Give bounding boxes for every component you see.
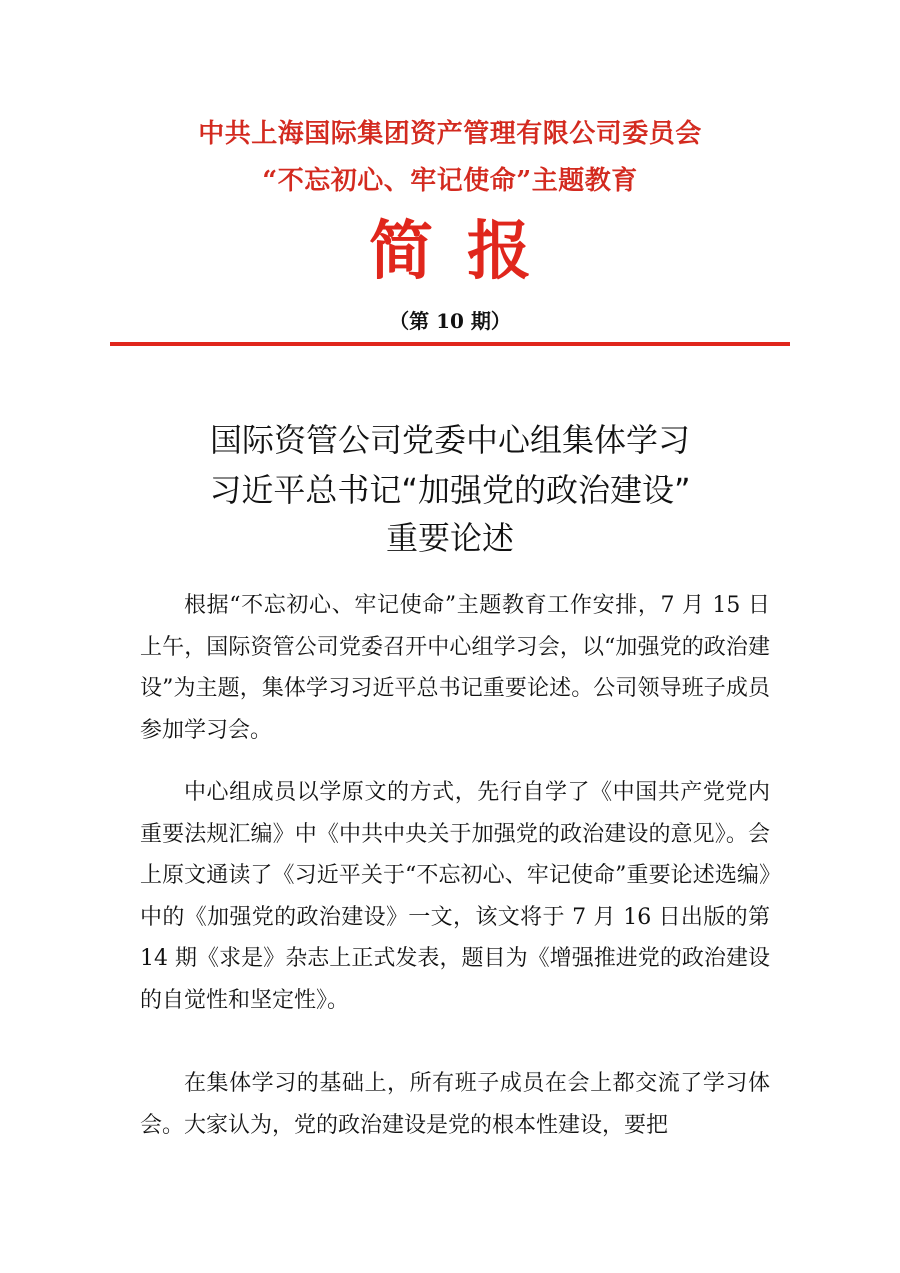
org-name-heading: 中共上海国际集团资产管理有限公司委员会 [198,119,702,149]
header-divider [110,342,790,346]
article-title-line-3: 重要论述 [385,519,514,557]
article-title-line-1: 国际资管公司党委中心组集体学习 [209,421,690,459]
issue-number: （第 10 期） [389,309,511,333]
body-paragraph-3 [140,1063,770,1146]
paragraph-text: 中心组成员以学原文的方式，先行自学了《中国共产党党内重要法规汇编》中《中共中央关于加强党的政治建设的意见》。会上原文通读了《习近平关于“不忘初心、牢记使命”重要论述选编》中的《加强党的政治建设》一文，该文将于 7 月 16 日出版的第 14 期《求是》杂志上正式发表，题目为《增强推进党的政治建设的自觉性和坚定性》。 [140,780,770,1013]
body-paragraph-1 [140,585,770,751]
article-title-line-2: 习近平总书记“加强党的政治建设” [209,471,691,509]
bulletin-title: 简报 [369,214,565,289]
paragraph-text: 根据“不忘初心、牢记使命”主题教育工作安排，7 月 15 日上午，国际资管公司党委召开中心组学习会，以“加强党的政治建设”为主题，集体学习习近平总书记重要论述。公司领导班子成员参加学习会。 [140,593,770,743]
paragraph-text: 在集体学习的基础上，所有班子成员在会上都交流了学习体会。大家认为，党的政治建设是党的根本性建设，要把 [140,1071,770,1138]
body-paragraph-2 [140,772,770,1022]
theme-heading: “不忘初心、牢记使命”主题教育 [262,166,638,196]
